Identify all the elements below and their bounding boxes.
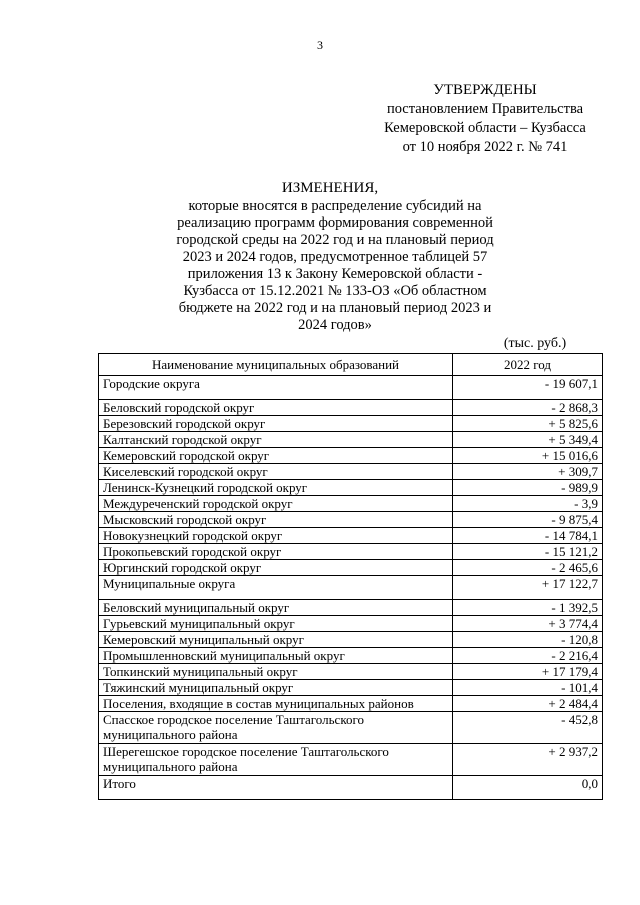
description-line: 2023 и 2024 годов, предусмотренное таблицей 57	[182, 249, 488, 265]
table-row	[99, 600, 603, 616]
table-row	[99, 712, 603, 744]
subsidy-change-value: - 2 216,4	[453, 648, 603, 664]
table-row	[99, 696, 603, 712]
municipality-name: Беловский городской округ	[99, 400, 453, 416]
table-row	[99, 496, 603, 512]
table-row	[99, 528, 603, 544]
municipality-name: Новокузнецкий городской округ	[99, 528, 453, 544]
table-row	[99, 744, 603, 776]
subsidy-change-value: - 2 868,3	[453, 400, 603, 416]
description-line: которые вносятся в распределение субсидий на	[188, 198, 482, 214]
subsidy-change-value: - 452,8	[453, 712, 603, 744]
municipality-name: Промышленновский муниципальный округ	[99, 648, 453, 664]
municipality-name: Спасское городское поселение Таштагольского муниципального района	[99, 712, 453, 744]
table-row	[99, 448, 603, 464]
header-municipality: Наименование муниципальных образований	[99, 354, 453, 376]
subsidy-change-value: - 9 875,4	[453, 512, 603, 528]
municipality-name: Шерегешское городское поселение Таштагольского муниципального района	[99, 744, 453, 776]
approval-line-2: Кемеровской области – Кузбасса	[384, 120, 586, 136]
subsidies-table	[98, 353, 603, 800]
subsidy-change-value: - 2 465,6	[453, 560, 603, 576]
table-row	[99, 416, 603, 432]
table-row	[99, 632, 603, 648]
subsidy-change-value: + 15 016,6	[453, 448, 603, 464]
description-line: приложения 13 к Закону Кемеровской области -	[187, 266, 483, 282]
table-row	[99, 648, 603, 664]
table-body	[99, 376, 603, 800]
subsidy-change-value: - 1 392,5	[453, 600, 603, 616]
municipality-name: Гурьевский муниципальный округ	[99, 616, 453, 632]
table-row	[99, 544, 603, 560]
subsidy-change-value: - 120,8	[453, 632, 603, 648]
municipality-name: Кемеровский муниципальный округ	[99, 632, 453, 648]
approval-block	[340, 81, 630, 157]
subsidy-change-value: + 17 122,7	[453, 576, 603, 600]
table-row	[99, 400, 603, 416]
table-row	[99, 512, 603, 528]
page-number: 3	[317, 38, 323, 52]
municipality-name: Итого	[99, 776, 453, 800]
table-row	[99, 776, 603, 800]
table-row	[99, 376, 603, 400]
municipality-name: Междуреченский городской округ	[99, 496, 453, 512]
subsidy-change-value: + 17 179,4	[453, 664, 603, 680]
table-row	[99, 576, 603, 600]
municipality-name: Березовский городской округ	[99, 416, 453, 432]
subsidy-change-value: + 3 774,4	[453, 616, 603, 632]
description-line: городской среды на 2022 год и на плановый период	[176, 232, 494, 248]
table-row	[99, 480, 603, 496]
approval-line-1: постановлением Правительства	[386, 101, 584, 117]
description-line: бюджете на 2022 год и на плановый период 2023 и	[178, 300, 492, 316]
approval-line-3: от 10 ноября 2022 г. № 741	[402, 139, 568, 155]
description-line: реализацию программ формирования современной	[177, 215, 493, 231]
municipality-name: Ленинск-Кузнецкий городской округ	[99, 480, 453, 496]
municipality-name: Тяжинский муниципальный округ	[99, 680, 453, 696]
municipality-name: Муниципальные округа	[99, 576, 453, 600]
municipality-name: Поселения, входящие в состав муниципальных районов	[99, 696, 453, 712]
subsidy-change-value: - 19 607,1	[453, 376, 603, 400]
subsidy-change-value: - 3,9	[453, 496, 603, 512]
municipality-name: Мысковский городской округ	[99, 512, 453, 528]
table-row	[99, 616, 603, 632]
changes-title: ИЗМЕНЕНИЯ,	[281, 180, 379, 196]
table-row	[99, 664, 603, 680]
municipality-name: Киселевский городской округ	[99, 464, 453, 480]
subsidy-change-value: + 2 937,2	[453, 744, 603, 776]
description-line: Кузбасса от 15.12.2021 № 133-ОЗ «Об областном	[183, 283, 487, 299]
subsidy-change-value: + 5 349,4	[453, 432, 603, 448]
municipality-name: Калтанский городской округ	[99, 432, 453, 448]
municipality-name: Юргинский городской округ	[99, 560, 453, 576]
subsidy-change-value: 0,0	[453, 776, 603, 800]
subsidy-change-value: - 989,9	[453, 480, 603, 496]
table-row	[99, 560, 603, 576]
municipality-name: Беловский муниципальный округ	[99, 600, 453, 616]
municipality-name: Городские округа	[99, 376, 453, 400]
subsidy-change-value: - 101,4	[453, 680, 603, 696]
table-header-row	[99, 354, 603, 376]
subsidy-change-value: + 309,7	[453, 464, 603, 480]
subsidy-change-value: + 2 484,4	[453, 696, 603, 712]
subsidy-change-value: - 15 121,2	[453, 544, 603, 560]
municipality-name: Кемеровский городской округ	[99, 448, 453, 464]
municipality-name: Топкинский муниципальный округ	[99, 664, 453, 680]
approval-title: УТВЕРЖДЕНЫ	[433, 82, 537, 98]
table-row	[99, 464, 603, 480]
changes-description	[140, 198, 530, 334]
municipality-name: Прокопьевский городской округ	[99, 544, 453, 560]
description-line: 2024 годов»	[298, 317, 372, 333]
table-row	[99, 432, 603, 448]
table-row	[99, 680, 603, 696]
subsidy-change-value: - 14 784,1	[453, 528, 603, 544]
subsidy-change-value: + 5 825,6	[453, 416, 603, 432]
header-year: 2022 год	[453, 354, 603, 376]
units-label: (тыс. руб.)	[503, 336, 567, 351]
